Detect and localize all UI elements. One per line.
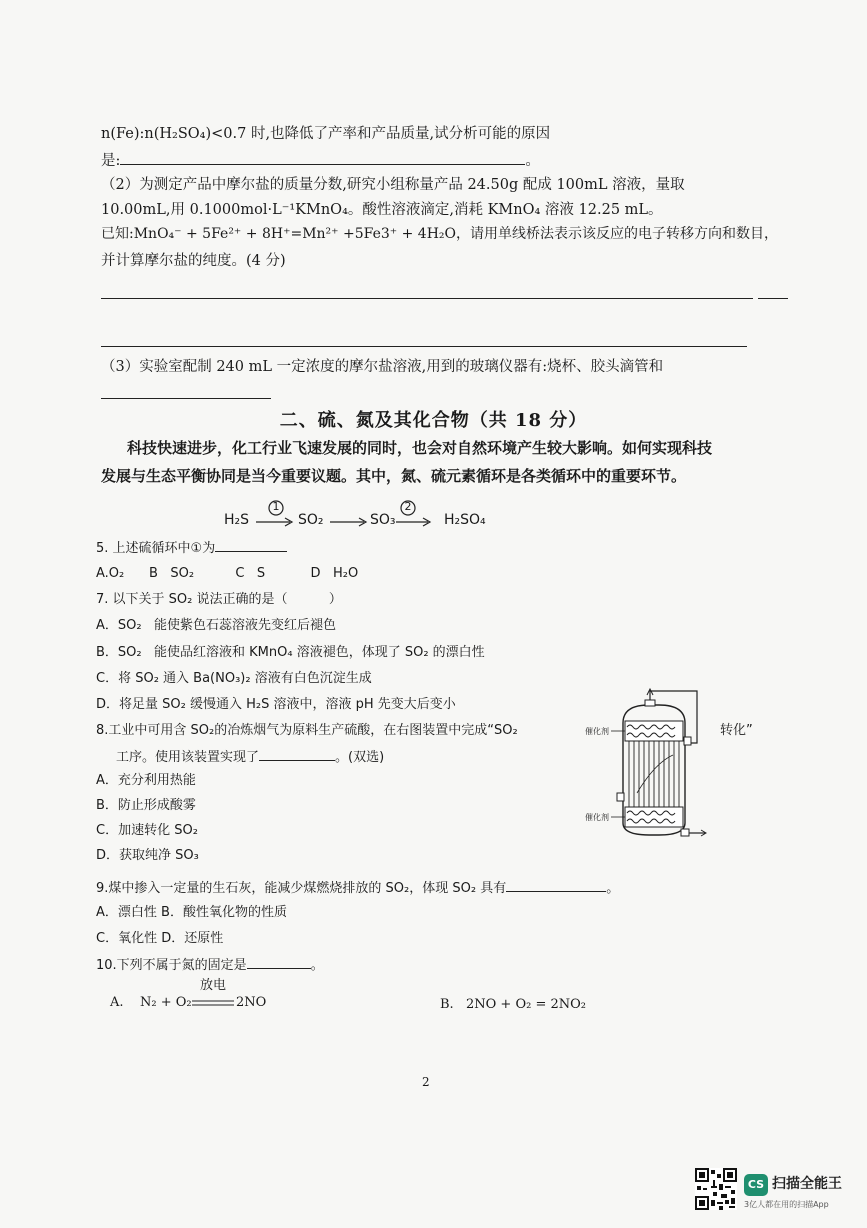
q10-option-a-label: A. <box>110 995 124 1010</box>
q8-option-a: A．充分利用热能 <box>96 773 196 788</box>
q7-option-b: B．SO₂ 能使品红溶液和 KMnO₄ 溶液褪色，体现了 SO₂ 的漂白性 <box>96 645 485 660</box>
double-line-equals <box>192 999 236 1007</box>
q3-answer-blank[interactable] <box>101 398 271 399</box>
q2-line-4: 并计算摩尔盐的纯度。(4 分) <box>101 253 286 269</box>
brand-name: 扫描全能王 <box>772 1176 842 1192</box>
q10-option-b-equation: 2NO + O₂ = 2NO₂ <box>466 997 587 1012</box>
q7-option-d: D．将足量 SO₂ 缓慢通入 H₂S 溶液中，溶液 pH 先变大后变小 <box>96 697 456 712</box>
q10-blank[interactable] <box>247 954 311 969</box>
q10-option-a-right: 2NO <box>236 995 267 1010</box>
brand-tagline: 3亿人都在用的扫描App <box>744 1200 829 1209</box>
reactor-diagram <box>585 683 765 843</box>
q3-line: （3）实验室配制 240 mL 一定浓度的摩尔盐溶液,用到的玻璃仪器有:烧杯、胶头滴管和 <box>101 359 664 375</box>
answer-rule-1-tail <box>758 298 788 299</box>
q7-option-a: A．SO₂ 能使紫色石蕊溶液先变红后褪色 <box>96 618 336 633</box>
q9-blank[interactable] <box>506 877 606 892</box>
q5-blank[interactable] <box>215 537 287 552</box>
page-number: 2 <box>422 1075 430 1089</box>
q9-options-ab: A．漂白性 B．酸性氧化物的性质 <box>96 905 287 920</box>
q9-options-cd: C．氧化性 D．还原性 <box>96 931 224 946</box>
answer-rule-1[interactable] <box>101 298 753 299</box>
catalyst-label-top: 催化剂 <box>585 727 609 736</box>
scheme-h2so4: H₂SO₄ <box>444 512 486 528</box>
step-2-number: 2 <box>404 500 412 513</box>
scheme-h2s: H₂S <box>224 512 250 528</box>
q2-line-1: （2）为测定产品中摩尔盐的质量分数,研究小组称量产品 24.50g 配成 100mL 溶液，量取 <box>101 177 685 193</box>
answer-suffix: 。 <box>525 153 540 169</box>
q1-continued-line: n(Fe):n(H₂SO₄)<0.7 时,也降低了产率和产品质量,试分析可能的原因 <box>101 126 551 142</box>
converter-reactor-figure <box>585 683 765 843</box>
q8-option-d: D．获取纯净 SO₃ <box>96 848 199 863</box>
q8-stem-1-tail: 转化” <box>720 723 753 738</box>
answer-prefix: 是: <box>101 153 121 169</box>
intro-line-1: 科技快速进步，化工行业飞速发展的同时，也会对自然环境产生较大影响。如何实现科技 <box>127 439 713 457</box>
q10-option-a-condition: 放电 <box>200 978 227 993</box>
qr-code-icon <box>695 1168 737 1210</box>
sulfur-cycle-scheme <box>224 500 524 540</box>
scheme-so3: SO₃ <box>370 512 396 528</box>
step-1-number: 1 <box>272 500 280 513</box>
q5-stem: 5. 上述硫循环中①为 <box>96 537 287 559</box>
q10-stem: 10.下列不属于氮的固定是 。 <box>96 954 324 976</box>
q2-line-3: 已知:MnO₄⁻ + 5Fe²⁺ + 8H⁺=Mn²⁺ +5Fe3⁺ + 4H₂O，请用单线桥法表示该反应的电子转移方向和数目， <box>101 226 778 242</box>
arrow-step-plain <box>328 500 368 534</box>
section-title: 二、硫、氮及其化合物（共 18 分） <box>279 410 588 431</box>
q8-option-b: B．防止形成酸雾 <box>96 798 196 813</box>
arrow-step-2 <box>394 500 434 534</box>
q10-option-a-left: N₂ + O₂ <box>140 995 192 1010</box>
q7-option-c: C．将 SO₂ 通入 Ba(NO₃)₂ 溶液有白色沉淀生成 <box>96 671 372 686</box>
answer-rule-2[interactable] <box>101 346 747 347</box>
q8-stem-1: 8.工业中可用含 SO₂的冶炼烟气为原料生产硫酸，在右图装置中完成“SO₂ <box>96 723 518 738</box>
q5-options: A.O₂ B SO₂ C S D H₂O <box>96 566 359 581</box>
q8-blank[interactable] <box>259 746 335 761</box>
q1-answer-line <box>101 150 540 171</box>
scheme-so2: SO₂ <box>298 512 324 528</box>
q9-stem: 9.煤中掺入一定量的生石灰，能减少煤燃烧排放的 SO₂，体现 SO₂ 具有 。 <box>96 877 619 899</box>
catalyst-label-bottom: 催化剂 <box>585 813 609 822</box>
answer-blank[interactable] <box>120 150 525 165</box>
q2-line-2: 10.00mL,用 0.1000mol·L⁻¹KMnO₄。酸性溶液滴定,消耗 KMnO₄ 溶液 12.25 mL。 <box>101 202 663 218</box>
q8-option-c: C．加速转化 SO₂ <box>96 823 198 838</box>
q8-stem-2: 工序。使用该装置实现了 。(双选) <box>116 746 384 768</box>
camscanner-logo-icon: CS <box>744 1174 768 1196</box>
intro-line-2: 发展与生态平衡协同是当今重要议题。其中，氮、硫元素循环是各类循环中的重要环节。 <box>101 467 687 485</box>
q10-option-b-label: B. <box>440 997 454 1012</box>
q7-stem: 7. 以下关于 SO₂ 说法正确的是（ ） <box>96 592 342 607</box>
